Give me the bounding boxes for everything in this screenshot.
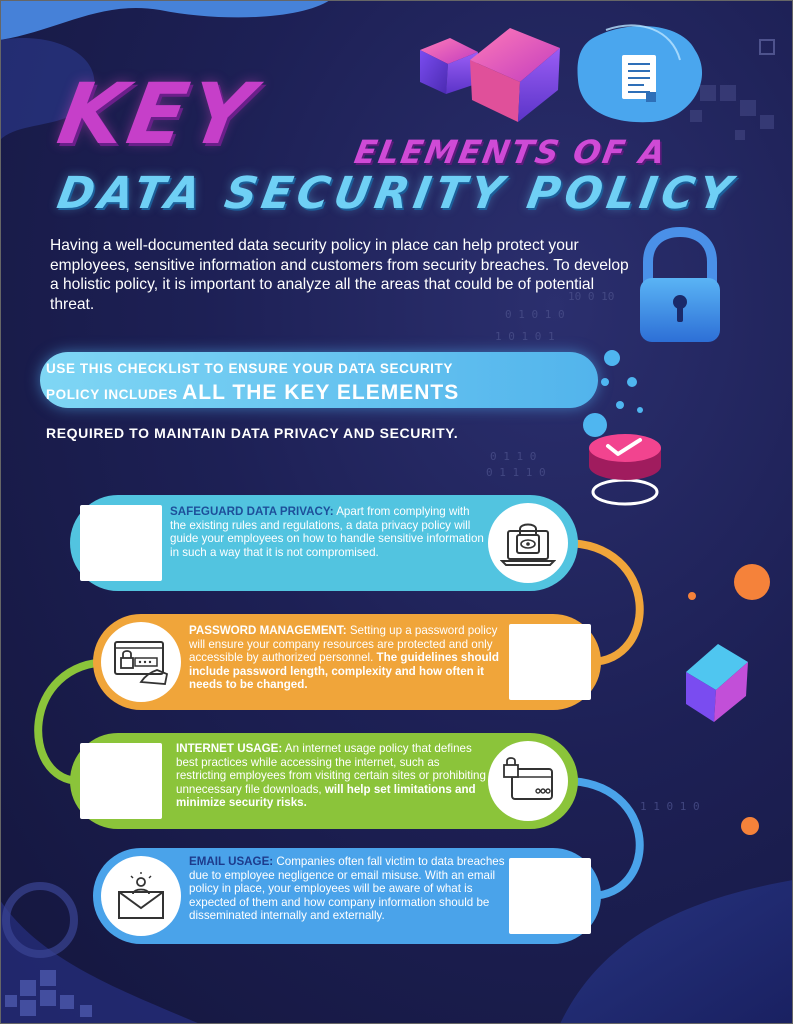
checkbox-email[interactable] [509,858,591,934]
item-body: Setting up a password policy will ensure your company resources are protected and only accessible by authorized personnel. [189,624,498,664]
item-heading: INTERNET USAGE: [176,742,283,755]
card-lock-icon [488,741,568,821]
checklist-line2 [46,381,459,405]
checkbox-internet[interactable] [80,743,162,819]
email-user-icon [101,856,181,936]
item-heading: EMAIL USAGE: [189,855,274,868]
binary-text: 10 0 10 [568,290,615,303]
padlock-icon [640,232,720,342]
title-elements: ELEMENTS OF A [351,133,670,171]
document-icon [578,25,703,122]
item-text [189,624,505,692]
binary-text: 1 0 1 0 1 [495,330,555,343]
item-body: Apart from complying with the existing rules and regulations, a data privacy policy will guide your employees on how to handle sensitive information in such a way that it is not compromised. [170,505,484,559]
checklist-emphasis: ALL THE KEY ELEMENTS [182,381,460,404]
item-card-email [93,848,601,944]
title-policy: DATA SECURITY POLICY [53,168,741,219]
binary-text: 1 1 0 1 0 [640,800,700,813]
intro-paragraph: Having a well-documented data security policy in place can help protect your employees, sensitive information and customers from security breaches. To develop a holistic policy, it is important to analyze all the areas that could be of potential threat. [50,237,629,313]
binary-text: 0 1 1 1 0 [486,466,546,479]
binary-text: 0 1 0 1 0 [505,308,565,321]
cube-right-icon [686,644,748,722]
checkbox-data-privacy[interactable] [80,505,162,581]
item-text [189,855,505,923]
item-bold: The guidelines should include password length, complexity and how often it needs to be changed. [189,651,499,691]
item-text [176,742,490,810]
item-card-data-privacy [70,495,578,591]
item-body: Companies often fall victim to data breaches due to employee negligence or email misuse. With an email policy in place, your employees will be aware of what is expected of them and how company information should be disseminated internally and externally. [189,855,505,922]
checklist-line2-prefix: POLICY INCLUDES [46,387,183,402]
item-heading: PASSWORD MANAGEMENT: [189,624,347,637]
cube-large-icon [470,28,560,122]
cube-small-icon [420,38,478,94]
item-body: An internet usage policy that defines best practices while accessing the internet, such as restricting employees from visiting certain sites or prohibiting unnecessary file downloads, [176,742,486,796]
title-key: KEY [51,65,264,163]
item-card-internet [70,733,578,829]
checklist-line3: REQUIRED TO MAINTAIN DATA PRIVACY AND SECURITY. [46,425,459,441]
binary-text: 0 1 1 0 [490,450,537,463]
password-hand-icon [101,622,181,702]
checkmark-button-icon [589,434,661,504]
item-card-password [93,614,601,710]
item-heading: SAFEGUARD DATA PRIVACY: [170,505,334,518]
item-text [170,505,488,559]
checklist-line1: USE THIS CHECKLIST TO ENSURE YOUR DATA SECURITY [46,361,453,376]
laptop-lock-eye-icon [488,503,568,583]
checkbox-password[interactable] [509,624,591,700]
item-bold: will help set limitations and minimize security risks. [176,782,476,809]
